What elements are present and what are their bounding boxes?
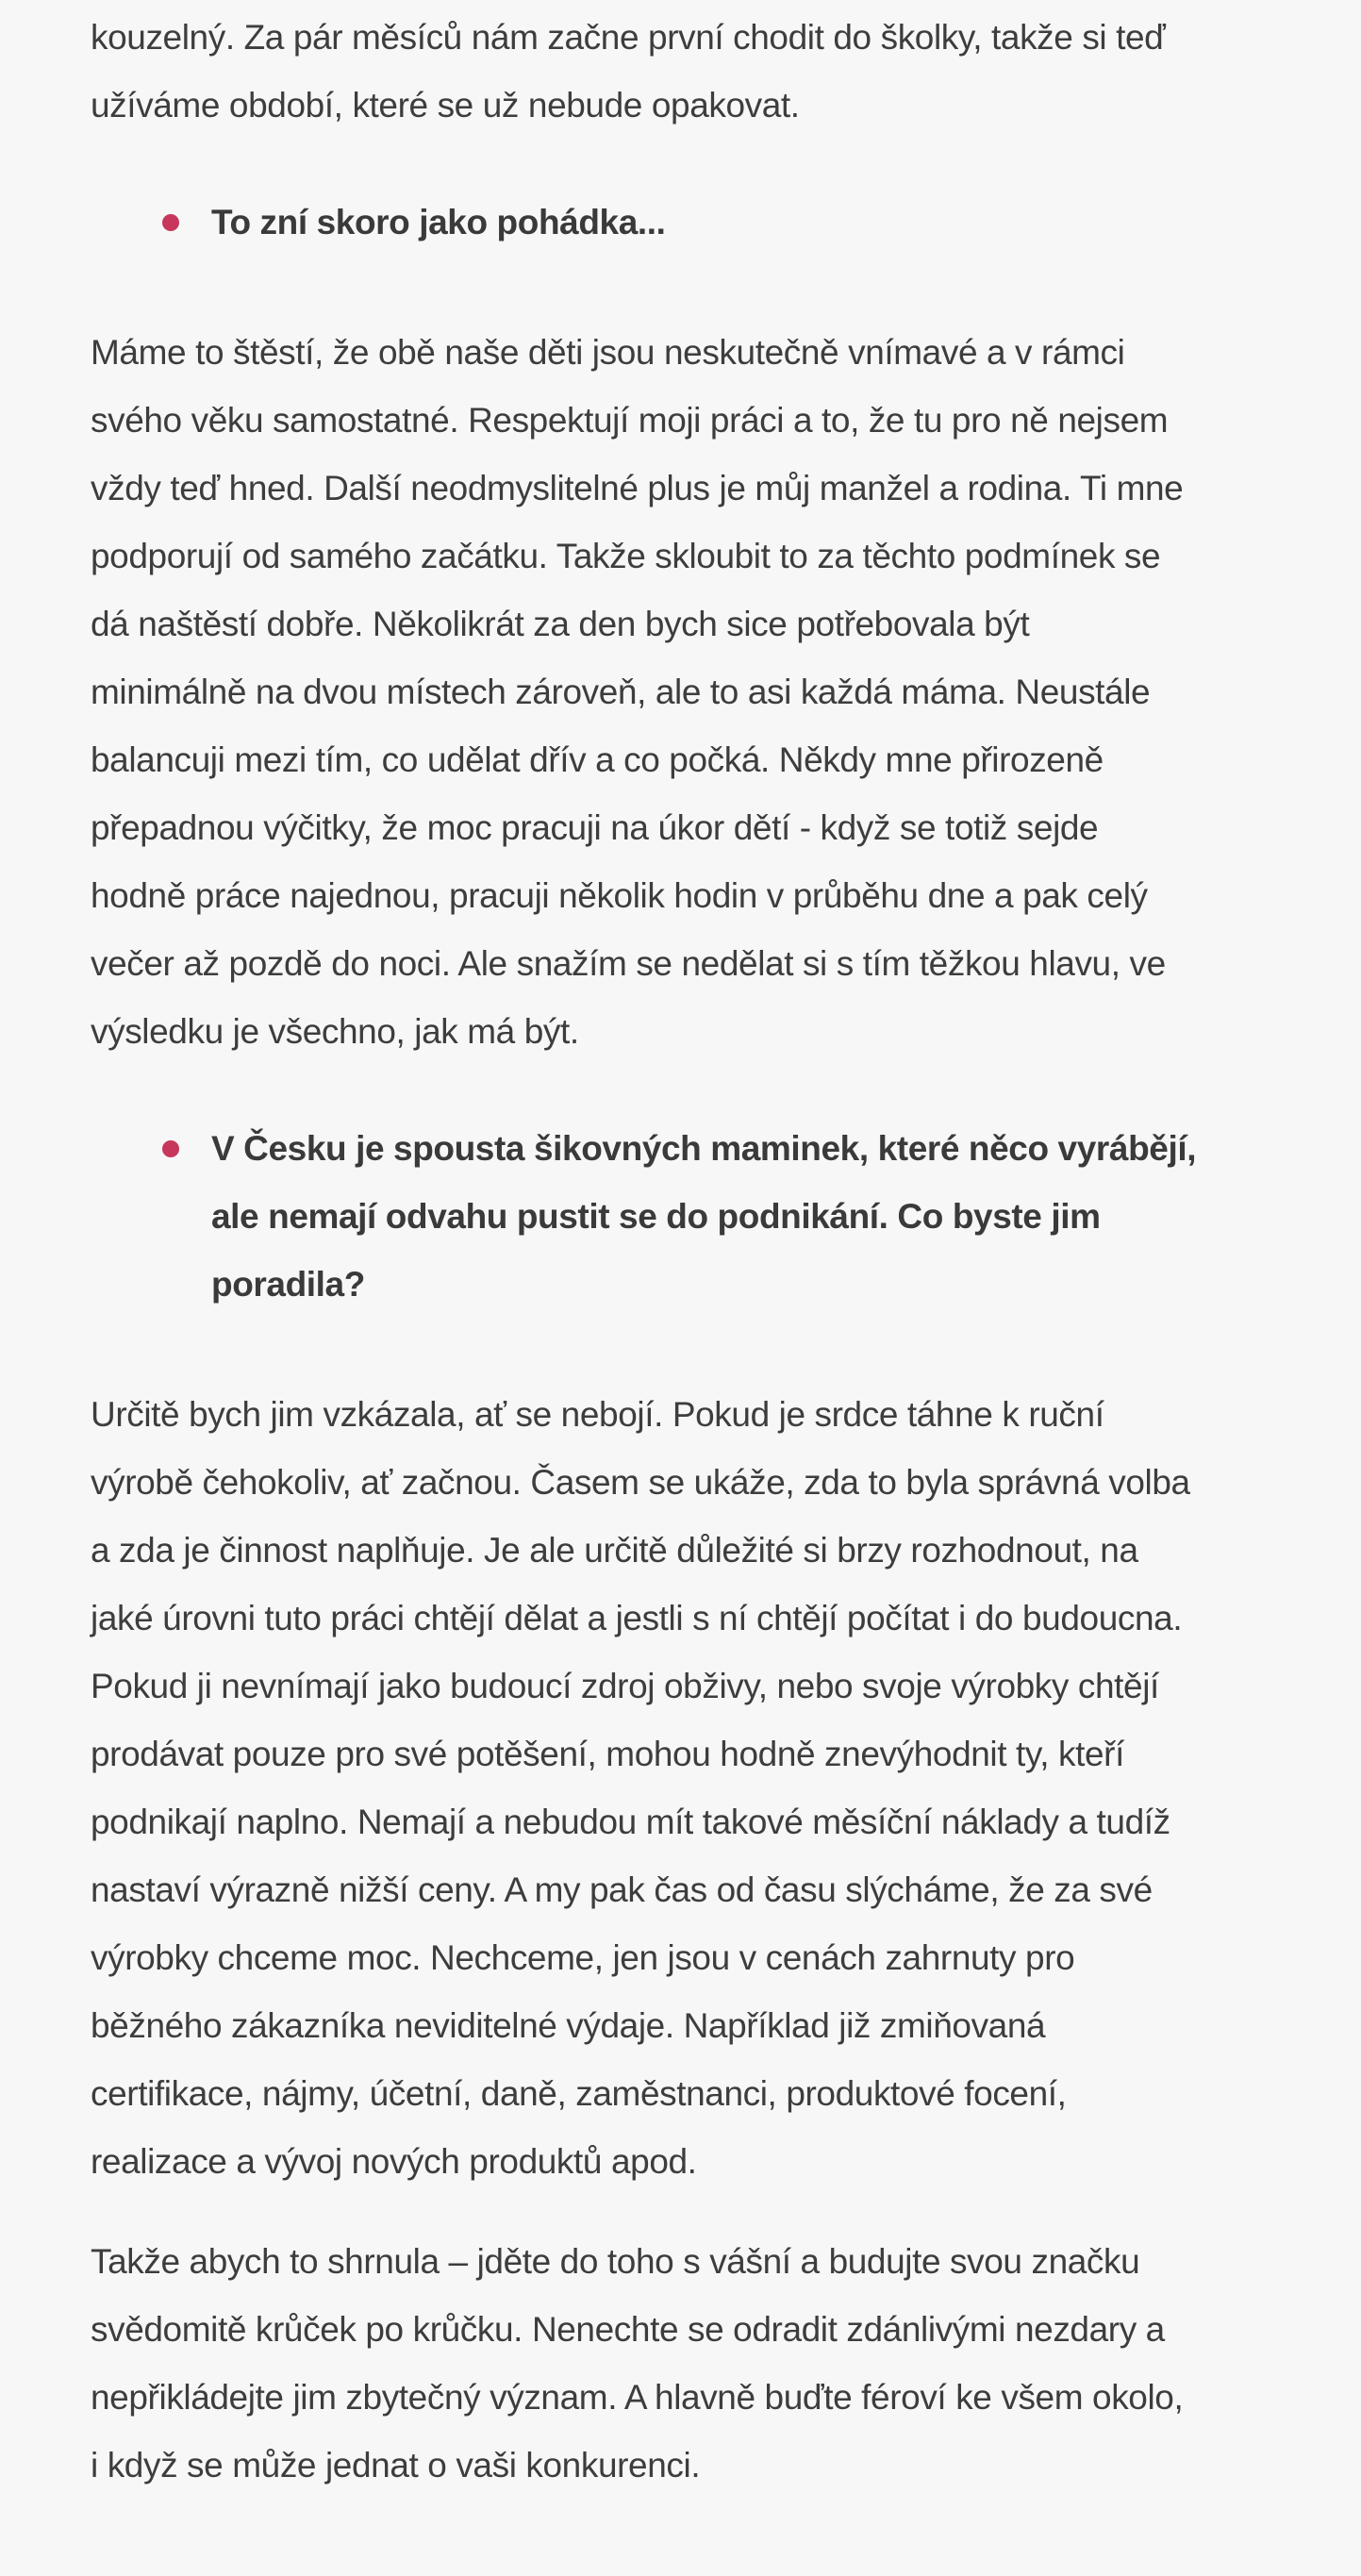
interview-question-1 [91, 189, 1211, 257]
question-text: To zní skoro jako pohádka... [211, 203, 666, 241]
bullet-dot-icon [162, 1140, 179, 1157]
question-list-2 [91, 1115, 1197, 1319]
answer-paragraph-1: kouzelný. Za pár měsíců nám začne první chodit do školky, takže si teď užíváme období, které se už nebude opakovat. [91, 18, 1166, 125]
answer-paragraph-3: Určitě bych jim vzkázala, ať se nebojí. Pokud je srdce táhne k ruční výrobě čehokoliv, ať začnou. Časem se ukáže, zda to byla správná volba a zda je činnost naplňuje. Je ale určitě důležité si brzy rozhodnout, na jaké úrovni tuto práci chtějí dělat a jestli s ní chtějí počítat i do budoucna. Pokud ji nevnímají jako budoucí zdroj obživy, nebo svoje výrobky chtějí prodávat pouze pro své potěšení, mohou hodně znevýhodnit ty, kteří podnikají naplno. Nemají a nebudou mít takové měsíční náklady a tudíž nastaví výrazně nižší ceny. A my pak čas od času slýcháme, že za své výrobky chceme moc. Nechceme, jen jsou v cenách zahrnuty pro běžného zákazníka neviditelné výdaje. Například již zmiňovaná certifikace, nájmy, účetní, daně, zaměstnanci, produktové focení, realizace a vývoj nových produktů apod. [91, 1395, 1190, 2181]
answer-paragraph-4: Takže abych to shrnula – jděte do toho s vášní a budujte svou značku svědomitě krůček po krůčku. Nenechte se odradit zdánlivými nezdary a nepřikládejte jim zbytečný význam. A hlavně buďte féroví ke všem okolo, i když se může jednat o vaši konkurenci. [91, 2242, 1184, 2485]
question-text: V Česku je spousta šikovných maminek, které něco vyrábějí, ale nemají odvahu pustit se do podnikání. Co byste jim poradila? [211, 1129, 1197, 1304]
answer-paragraph-2: Máme to štěstí, že obě naše děti jsou neskutečně vnímavé a v rámci svého věku samostatné. Respektují moji práci a to, že tu pro ně nejsem vždy teď hned. Další neodmyslitelné plus je můj manžel a rodina. Ti mne podporují od samého začátku. Takže skloubit to za těchto podmínek se dá naštěstí dobře. Několikrát za den bych sice potřebovala být minimálně na dvou místech zároveň, ale to asi každá máma. Neustále balancuji mezi tím, co udělat dřív a co počká. Někdy mne přirozeně přepadnou výčitky, že moc pracuji na úkor dětí - když se totiž sejde hodně práce najednou, pracuji několik hodin v průběhu dne a pak celý večer až pozdě do noci. Ale snažím se nedělat si s tím těžkou hlavu, ve výsledku je všechno, jak má být. [91, 333, 1184, 1051]
interview-question-2 [91, 1115, 1211, 1319]
bullet-dot-icon [162, 214, 179, 231]
question-list-1 [91, 189, 1191, 257]
